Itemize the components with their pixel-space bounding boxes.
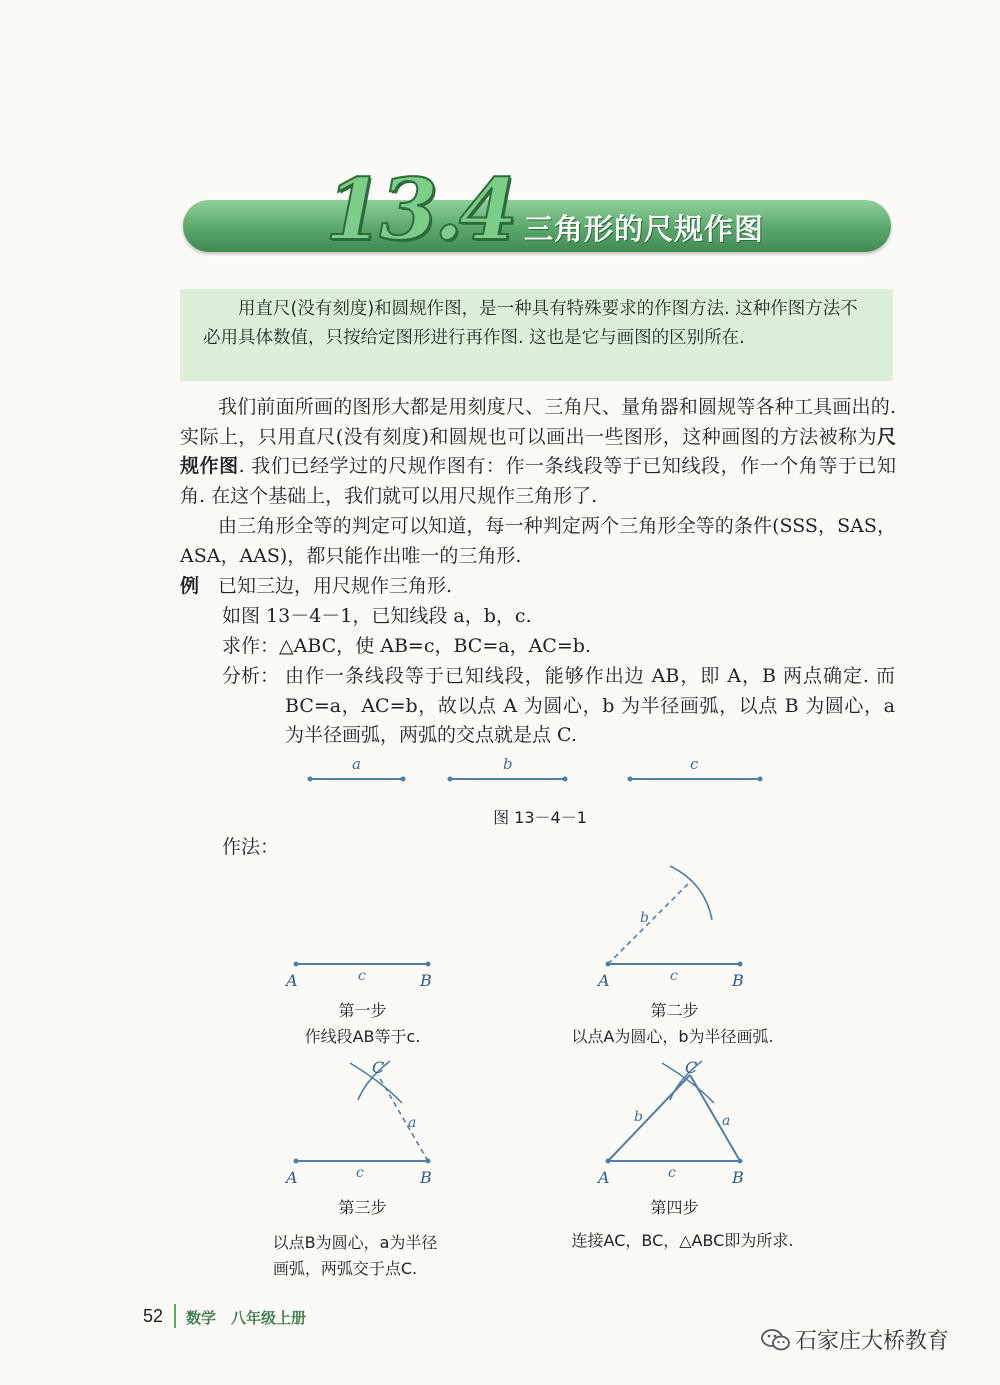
book-title: 数学 八年级上册 (186, 1309, 307, 1327)
segment-b (448, 755, 568, 782)
step1-title: 第一步 (338, 1001, 387, 1020)
section-number: 13.4 (325, 160, 514, 259)
example-statement: 已知三边，用尺规作三角形. (218, 575, 453, 597)
side-c-label: c (356, 1165, 364, 1181)
intro-text: 用直尺(没有刻度)和圆规作图，是一种具有特殊要求的作图方法. 这种作图方法不必用具体数值，只按给定图形进行再作图. 这也是它与画图的区别所在. (203, 299, 858, 348)
step4-desc: 连接AC，BC，△ABC即为所求. (571, 1231, 794, 1250)
segment-c (628, 755, 763, 782)
step4-figure (590, 1055, 760, 1190)
side-a-label: a (722, 1113, 731, 1129)
point-B: B (732, 1168, 744, 1187)
side-c-label: c (670, 968, 678, 984)
segment-a-label: a (352, 755, 361, 773)
segment-a (308, 755, 406, 782)
example-line (180, 572, 452, 602)
footer-divider (174, 1304, 176, 1328)
point-C: C (372, 1058, 385, 1077)
side-c-label: c (668, 1165, 676, 1181)
step2-figure (590, 858, 760, 992)
example-label: 例 (180, 575, 200, 597)
step2-desc: 以点A为圆心，b为半径画弧. (571, 1027, 774, 1046)
step3-desc-line2: 画弧，两弧交于点C. (272, 1259, 418, 1278)
radius-b-label: b (640, 910, 649, 926)
page-number: 52 (143, 1306, 164, 1326)
point-B: B (420, 1168, 432, 1187)
step2-title: 第二步 (650, 1001, 699, 1020)
figure-segments (300, 752, 780, 797)
step1-desc: 作线段AB等于c. (304, 1027, 421, 1046)
point-A: A (598, 971, 610, 990)
paragraph-2: 由三角形全等的判定可以知道，每一种判定两个三角形全等的条件(SSS，SAS，ASA，AAS)，都只能作出唯一的三角形. (180, 515, 896, 567)
term-construction: 尺规作图 (180, 425, 896, 477)
analysis-text: 由作一条线段等于已知线段，能够作出边 AB，即 A，B 两点确定. 而 BC=a，AC=b，故以点 A 为圆心，b 为半径画弧，以点 B 为圆心，a 为半径画弧，两弧的交点就是点 C. (285, 665, 895, 746)
section-title: 三角形的尺规作图 (524, 212, 765, 246)
wechat-icon (760, 1326, 792, 1354)
step1-figure (278, 940, 448, 992)
step3-desc-line1: 以点B为圆心，a为半径 (272, 1233, 438, 1252)
point-A: A (598, 1168, 610, 1187)
radius-a-label: a (408, 1115, 417, 1131)
method-label: 作法： (222, 836, 280, 858)
example-find: 求作：△ABC，使 AB=c，BC=a，AC=b. (222, 635, 591, 657)
side-b-label: b (634, 1109, 643, 1125)
point-A: A (286, 1168, 298, 1187)
point-B: B (420, 971, 432, 990)
side-c-label: c (358, 968, 366, 984)
point-A: A (286, 971, 298, 990)
step3-title: 第三步 (338, 1198, 387, 1217)
step3-figure (278, 1055, 448, 1190)
figure-caption: 图 13－4－1 (493, 808, 587, 827)
analysis-label: 分析： (222, 665, 280, 687)
paragraph-1: 我们前面所画的图形大都是用刻度尺、三角尺、量角器和圆规等各种工具画出的. 实际上，只用直尺(没有刻度)和圆规也可以画出一些图形，这种画图的方法被称为尺规作图. 我们已经学过的尺规作图有：作一条线段等于已知线段，作一个角等于已知角. 在这个基础上，我们就可以用尺规作三角形了. (180, 396, 896, 507)
segment-c-label: c (690, 755, 699, 773)
step4-title: 第四步 (650, 1198, 699, 1217)
point-C: C (685, 1058, 698, 1077)
watermark: 石家庄大桥教育 (795, 1329, 950, 1354)
point-B: B (732, 971, 744, 990)
segment-b-label: b (503, 755, 513, 773)
example-given: 如图 13－4－1，已知线段 a，b，c. (222, 605, 532, 627)
